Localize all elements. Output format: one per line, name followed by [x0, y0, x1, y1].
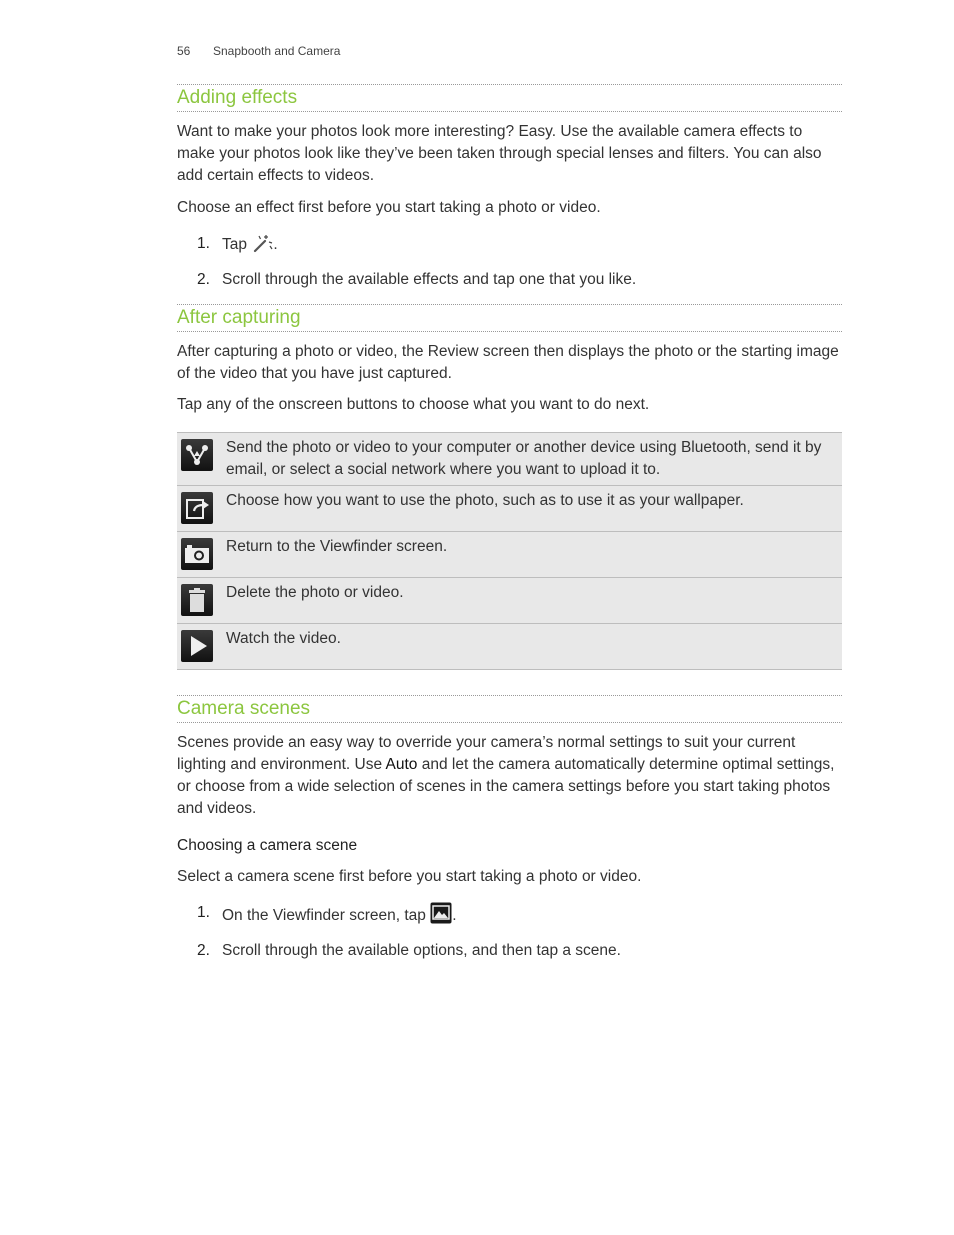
section-title: Adding effects	[177, 85, 842, 112]
action-description: Watch the video.	[225, 624, 842, 670]
export-icon	[181, 492, 213, 524]
page-number: 56	[177, 44, 191, 58]
step-text: On the Viewfinder screen, tap	[222, 907, 426, 924]
paragraph: Select a camera scene first before you start taking a photo or video.	[177, 868, 642, 885]
play-icon	[181, 630, 213, 662]
list-item	[177, 902, 842, 931]
steps-list	[177, 902, 842, 962]
camera-icon	[181, 538, 213, 570]
step-text: Scroll through the available options, and then tap a scene.	[222, 942, 621, 959]
paragraph-text: Scenes provide an easy way to override your camera’s normal settings to suit your current lighting and environment. Use	[177, 734, 796, 773]
page-header	[177, 44, 340, 58]
action-description: Send the photo or video to your computer or another device using Bluetooth, send it by email, or select a social network where you want to upload it to.	[225, 433, 842, 486]
step-text-end: .	[273, 236, 278, 253]
scene-icon	[430, 902, 452, 931]
icon-cell	[177, 624, 225, 670]
list-item	[177, 269, 842, 291]
icon-cell	[177, 532, 225, 578]
step-text: Tap	[222, 236, 247, 253]
icon-cell	[177, 578, 225, 624]
icon-cell	[177, 486, 225, 532]
step-number: 2.	[197, 942, 210, 959]
step-number: 2.	[197, 271, 210, 288]
paragraph-text: and let the camera automatically determine optimal settings, or choose from a wide selection of scenes in the camera settings before you start taking photos and videos.	[177, 756, 835, 817]
table-row	[177, 486, 842, 532]
table-row	[177, 624, 842, 670]
table-row	[177, 578, 842, 624]
actions-table	[177, 432, 842, 670]
action-description: Choose how you want to use the photo, such as to use it as your wallpaper.	[225, 486, 842, 532]
section-camera-scenes	[177, 695, 842, 962]
magic-wand-icon	[251, 233, 273, 260]
table-row	[177, 433, 842, 486]
subheading: Choosing a camera scene	[177, 837, 358, 854]
auto-option-label: Auto	[385, 756, 418, 773]
section-after-capturing	[177, 304, 842, 670]
paragraph	[177, 732, 842, 820]
table-row	[177, 532, 842, 578]
paragraph: Choose an effect first before you start taking a photo or video.	[177, 199, 601, 216]
step-text-end: .	[452, 907, 457, 924]
action-description: Return to the Viewfinder screen.	[225, 532, 842, 578]
icon-cell	[177, 433, 225, 486]
paragraph: Want to make your photos look more interesting? Easy. Use the available camera effects to make your photos look like they’ve been taken through special lenses and filters. You can also add certain effects to videos.	[177, 123, 822, 184]
share-icon	[181, 439, 213, 471]
trash-icon	[181, 584, 213, 616]
section-adding-effects	[177, 84, 842, 291]
section-title: Camera scenes	[177, 696, 842, 723]
paragraph: After capturing a photo or video, the Review screen then displays the photo or the starting image of the video that you have just captured.	[177, 343, 839, 382]
paragraph: Tap any of the onscreen buttons to choose what you want to do next.	[177, 396, 650, 413]
steps-list	[177, 233, 842, 291]
section-title: After capturing	[177, 305, 842, 332]
list-item	[177, 940, 842, 962]
step-number: 1.	[197, 904, 210, 921]
action-description: Delete the photo or video.	[225, 578, 842, 624]
step-text: Scroll through the available effects and tap one that you like.	[222, 271, 637, 288]
list-item	[177, 233, 842, 260]
step-number: 1.	[197, 235, 210, 252]
chapter-title: Snapbooth and Camera	[213, 44, 341, 58]
